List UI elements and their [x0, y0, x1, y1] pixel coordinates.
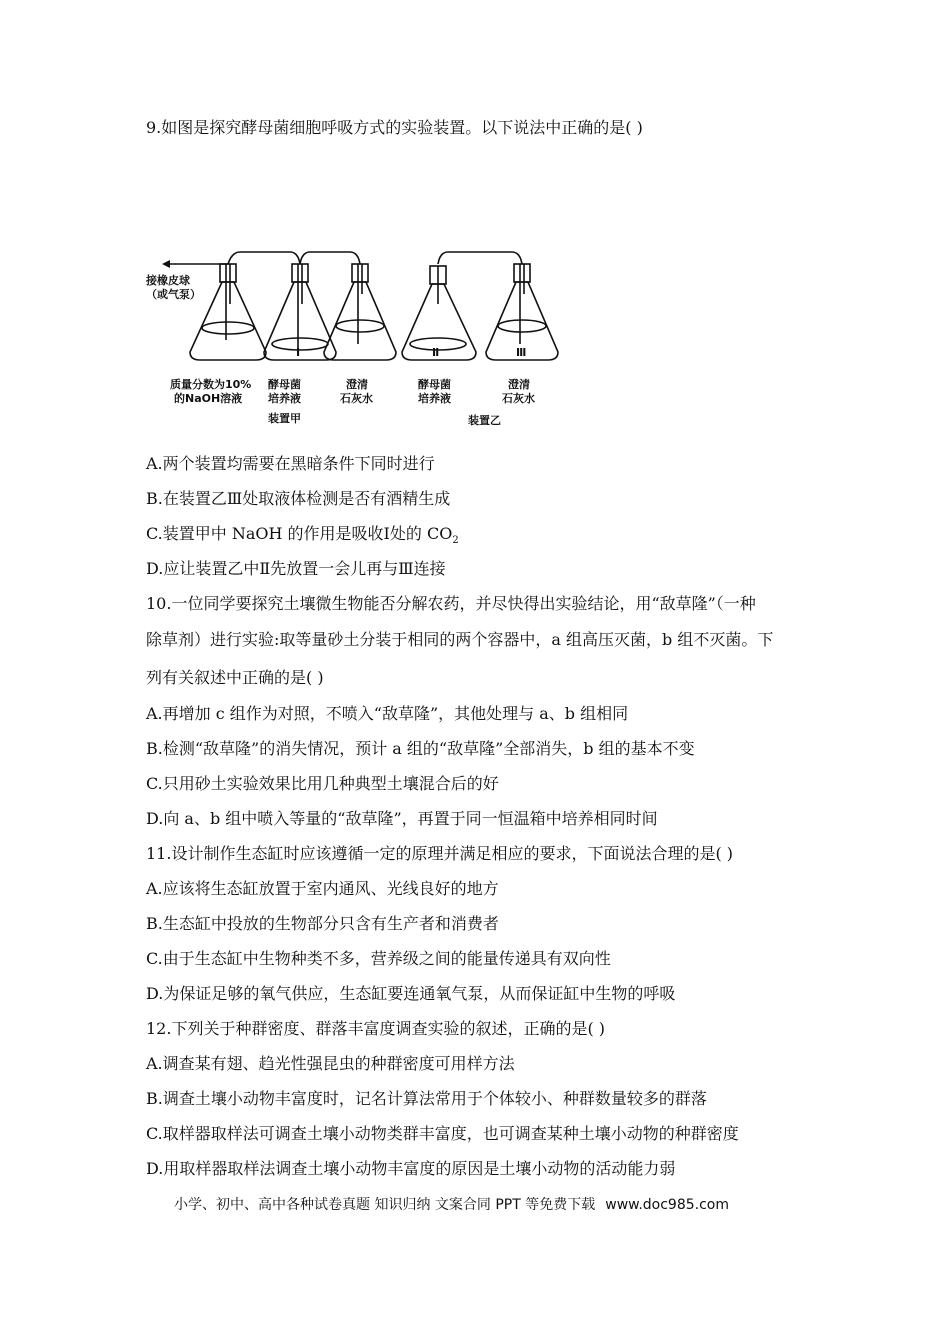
q10-stem-line-3: 列有关叙述中正确的是( )	[146, 668, 324, 687]
yeast-a-label-2: 培养液	[268, 392, 301, 405]
lime-b-label-2: 石灰水	[502, 392, 535, 405]
naoh-label-1: 质量分数为10%	[170, 378, 252, 391]
q9-option-a: A.两个装置均需要在黑暗条件下同时进行	[146, 454, 435, 473]
q9-option-d: D.应让装置乙中Ⅱ先放置一会儿再与Ⅲ连接	[146, 559, 446, 578]
q11-option-d: D.为保证足够的氧气供应，生态缸要连通氧气泵，从而保证缸中生物的呼吸	[146, 984, 676, 1003]
lime-a-label-1: 澄清	[346, 378, 368, 391]
yeast-b-label-2: 培养液	[418, 392, 451, 405]
q12-option-d: D.用取样器取样法调查土壤小动物丰富度的原因是土壤小动物的活动能力弱	[146, 1159, 676, 1178]
q10-option-c: C.只用砂土实验效果比用几种典型土壤混合后的好	[146, 774, 499, 793]
q12-stem: 12.下列关于种群密度、群落丰富度调查实验的叙述，正确的是( )	[146, 1019, 606, 1038]
flask-label-2: Ⅱ	[432, 346, 440, 359]
q12-option-b: B.调查土壤小动物丰富度时，记名计算法常用于个体较小、种群数量较多的群落	[146, 1089, 707, 1108]
pump-label-2: （或气泵）	[146, 288, 201, 301]
pump-label-1: 接橡皮球	[146, 274, 190, 287]
q11-option-c: C.由于生态缸中生物种类不多，营养级之间的能量传递具有双向性	[146, 949, 611, 968]
lime-b-label-1: 澄清	[508, 378, 530, 391]
q11-option-a: A.应该将生态缸放置于室内通风、光线良好的地方	[146, 879, 499, 898]
q10-option-d: D.向 a、b 组中喷入等量的“敌草隆”，再置于同一恒温箱中培养相同时间	[146, 809, 658, 828]
q11-option-b: B.生态缸中投放的生物部分只含有生产者和消费者	[146, 914, 499, 933]
q12-option-c: C.取样器取样法可调查土壤小动物类群丰富度，也可调查某种土壤小动物的种群密度	[146, 1124, 739, 1143]
footer-url[interactable]: www.doc985.com	[605, 1197, 729, 1213]
lime-a-label-2: 石灰水	[340, 392, 373, 405]
q9-stem: 9.如图是探究酵母菌细胞呼吸方式的实验装置。以下说法中正确的是( )	[146, 118, 643, 137]
q11-stem: 11.设计制作生态缸时应该遵循一定的原理并满足相应的要求，下面说法合理的是( )	[146, 844, 734, 863]
yeast-b-label-1: 酵母菌	[418, 378, 451, 391]
yeast-a-label-1: 酵母菌	[268, 378, 301, 391]
flask-label-3: Ⅲ	[516, 346, 527, 359]
naoh-label-2: 的NaOH溶液	[174, 392, 243, 405]
footer-text: 小学、初中、高中各种试卷真题 知识归纳 文案合同 PPT 等免费下载	[174, 1197, 596, 1213]
device-a-label: 装置甲	[268, 412, 301, 425]
q12-option-a: A.调查某有翅、趋光性强昆虫的种群密度可用样方法	[146, 1054, 515, 1073]
q10-stem-line-2: 除草剂）进行实验:取等量砂土分装于相同的两个容器中，a 组高压灭菌，b 组不灭菌。下	[146, 630, 774, 649]
q9-option-b: B.在装置乙Ⅲ处取液体检测是否有酒精生成	[146, 489, 451, 508]
page-footer	[174, 1194, 729, 1214]
q10-option-a: A.再增加 c 组作为对照，不喷入“敌草隆”，其他处理与 a、b 组相同	[146, 704, 629, 723]
flask-label-1: I	[296, 346, 301, 359]
q10-stem-line-1: 10.一位同学要探究土壤微生物能否分解农药，并尽快得出实验结论，用“敌草隆”（一种	[146, 594, 756, 613]
yeast-respiration-apparatus-figure	[140, 244, 570, 434]
device-b-label: 装置乙	[468, 414, 501, 427]
q10-option-b: B.检测“敌草隆”的消失情况，预计 a 组的“敌草隆”全部消失，b 组的基本不变	[146, 739, 695, 758]
q9-option-c: C.装置甲中 NaOH 的作用是吸收Ⅰ处的 $CO_2$	[146, 524, 459, 547]
